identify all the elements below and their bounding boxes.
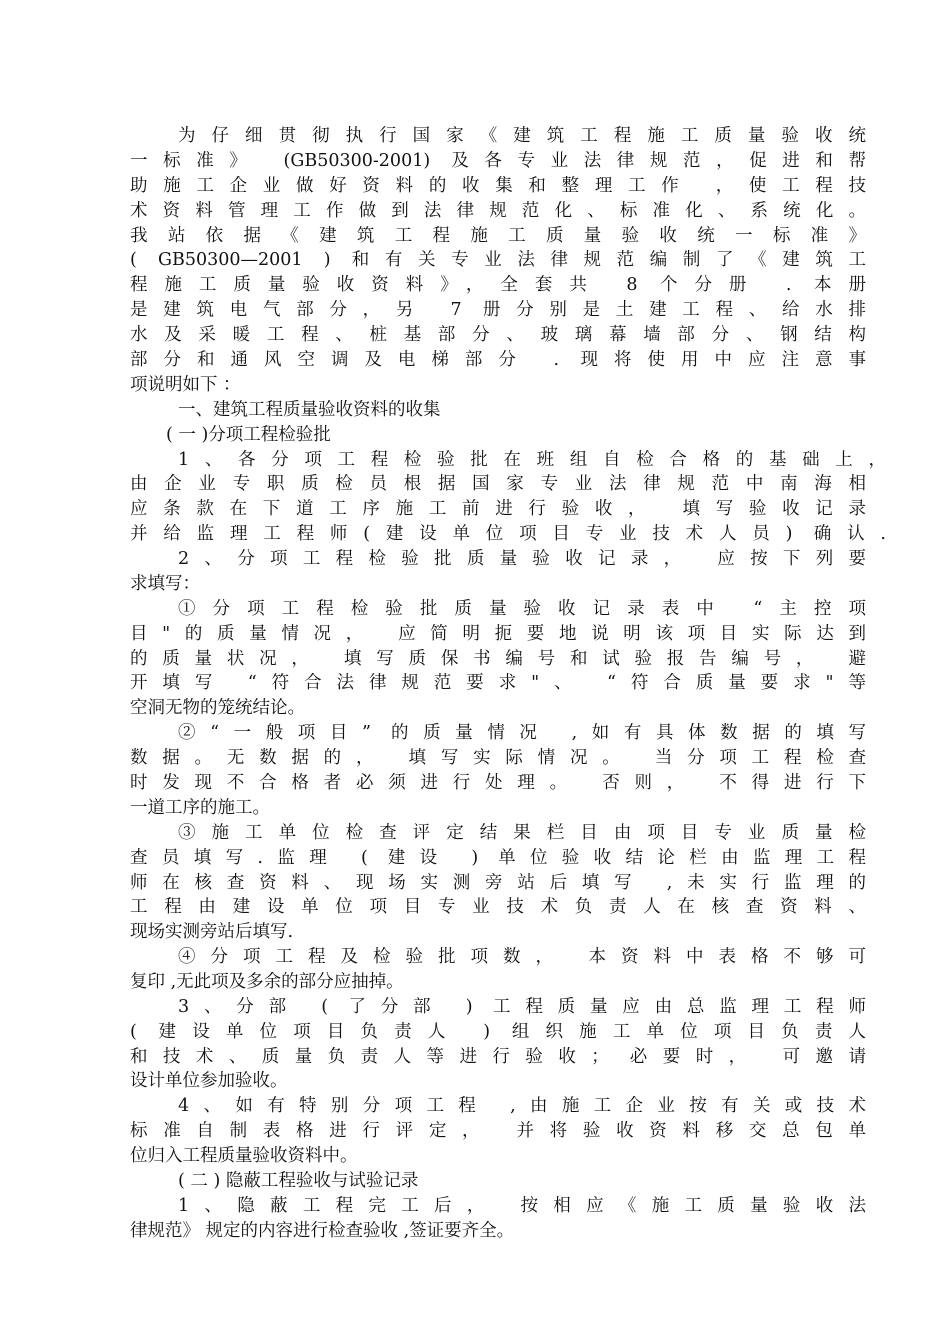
point-3-line: 师在核查资料、现场实测旁站后填写 ,未实行监理的	[130, 873, 866, 893]
section-heading-1: 一、建筑工程质量验收资料的收集	[178, 400, 441, 420]
item-1-line: 应条款在下道工序施工前进行验收， 填写验收记录	[130, 499, 866, 519]
paragraph-intro-line: 程施工质量验收资料》，全套共 8 个分册 . 本册	[130, 275, 866, 295]
point-3-line: 查员填写.监理 ( 建设 ) 单位验收结论栏由监理工程	[130, 848, 866, 868]
point-1-line: 空洞无物的笼统结论。	[130, 698, 305, 718]
item-2-line: 2、分项工程检验批质量验收记录， 应按下列要	[178, 549, 866, 569]
point-2-line: 时发现不合格者必须进行处理。 否则， 不得进行下	[130, 773, 866, 793]
point-1-line: 目"的质量情况， 应简明扼要地说明该项目实际达到	[130, 624, 866, 644]
point-2-line: 一道工序的施工。	[130, 798, 270, 818]
paragraph-intro-line: 水及采暖工程、桩基部分、玻璃幕墙部分、钢结构	[130, 325, 866, 345]
point-3-line: ③施工单位检查评定结果栏目由项目专业质量检	[178, 823, 866, 843]
paragraph-intro-line: 一标准》 (GB50300-2001) 及各专业法律规范，促进和帮	[130, 151, 866, 171]
point-4-line: ④分项工程及检验批项数， 本资料中表格不够可	[178, 947, 866, 967]
paragraph-intro-line: 术资料管理工作做到法律规范化、标准化、系统化。	[130, 201, 866, 221]
paragraph-intro-line: 部分和通风空调及电梯部分 . 现将使用中应注意事	[130, 350, 866, 370]
paragraph-intro-line: 为仔细贯彻执行国家《建筑工程施工质量验收统	[178, 126, 866, 146]
item-5-line: 1、隐蔽工程完工后， 按相应《施工质量验收法	[178, 1196, 866, 1216]
item-5-line: 律规范》 规定的内容进行检查验收 ,签证要齐全。	[130, 1221, 515, 1241]
item-4-line: 位归入工程质量验收资料中。	[130, 1146, 358, 1166]
paragraph-intro-line: ( GB50300—2001 ) 和有关专业法律规范编制了《建筑工	[130, 250, 866, 270]
item-4-line: 标准自制表格进行评定， 并将验收资料移交总包单	[130, 1121, 866, 1141]
item-3-line: 和技术、质量负责人等进行验收； 必要时， 可邀请	[130, 1047, 866, 1067]
subsection-heading-2: ( 二 ) 隐蔽工程验收与试验记录	[178, 1171, 419, 1191]
paragraph-intro-line: 我站依据《建筑工程施工质量验收统一标准》	[130, 226, 866, 246]
paragraph-intro-line: 项说明如下 ：	[130, 375, 241, 395]
item-1-line: 1、各分项工程检验批在班组自检合格的基础上，	[178, 450, 886, 470]
paragraph-intro-line: 是建筑电气部分，另 7 册分别是土建工程、给水排	[130, 300, 866, 320]
item-4-line: 4、如有特别分项工程 ,由施工企业按有关或技术	[178, 1096, 866, 1116]
subsection-heading-1: ( 一 )分项工程检验批	[166, 425, 331, 445]
item-3-line: 3、分部 ( 了分部 ) 工程质量应由总监理工程师	[178, 997, 866, 1017]
item-3-line: 设计单位参加验收。	[130, 1071, 288, 1091]
item-1-line: 由企业专职质检员根据国家专业法律规范中南海相	[130, 474, 866, 494]
item-1-line: 并给监理工程师(建设单位项目专业技术人员) 确认.	[130, 524, 886, 544]
item-3-line: ( 建设单位项目负责人 ) 组织施工单位项目负责人	[130, 1022, 866, 1042]
item-2-line: 求填写：	[130, 574, 200, 594]
point-1-line: 开填写 “符合法律规范要求"、 “符合质量要求"等	[130, 673, 866, 693]
point-3-line: 工程由建设单位项目专业技术负责人在核查资料、	[130, 897, 866, 917]
point-1-line: ①分项工程检验批质量验收记录表中 “主控项	[178, 599, 866, 619]
point-1-line: 的质量状况， 填写质保书编号和试验报告编号， 避	[130, 649, 866, 669]
point-2-line: ②“一般项目” 的质量情况 ,如有具体数据的填写	[178, 723, 866, 743]
point-4-line: 复印 ,无此项及多余的部分应抽掉。	[130, 972, 404, 992]
point-3-line: 现场实测旁站后填写.	[130, 922, 294, 942]
paragraph-intro-line: 助施工企业做好资料的收集和整理工作 ，使工程技	[130, 176, 866, 196]
point-2-line: 数据。无数据的， 填写实际情况。 当分项工程检查	[130, 748, 866, 768]
